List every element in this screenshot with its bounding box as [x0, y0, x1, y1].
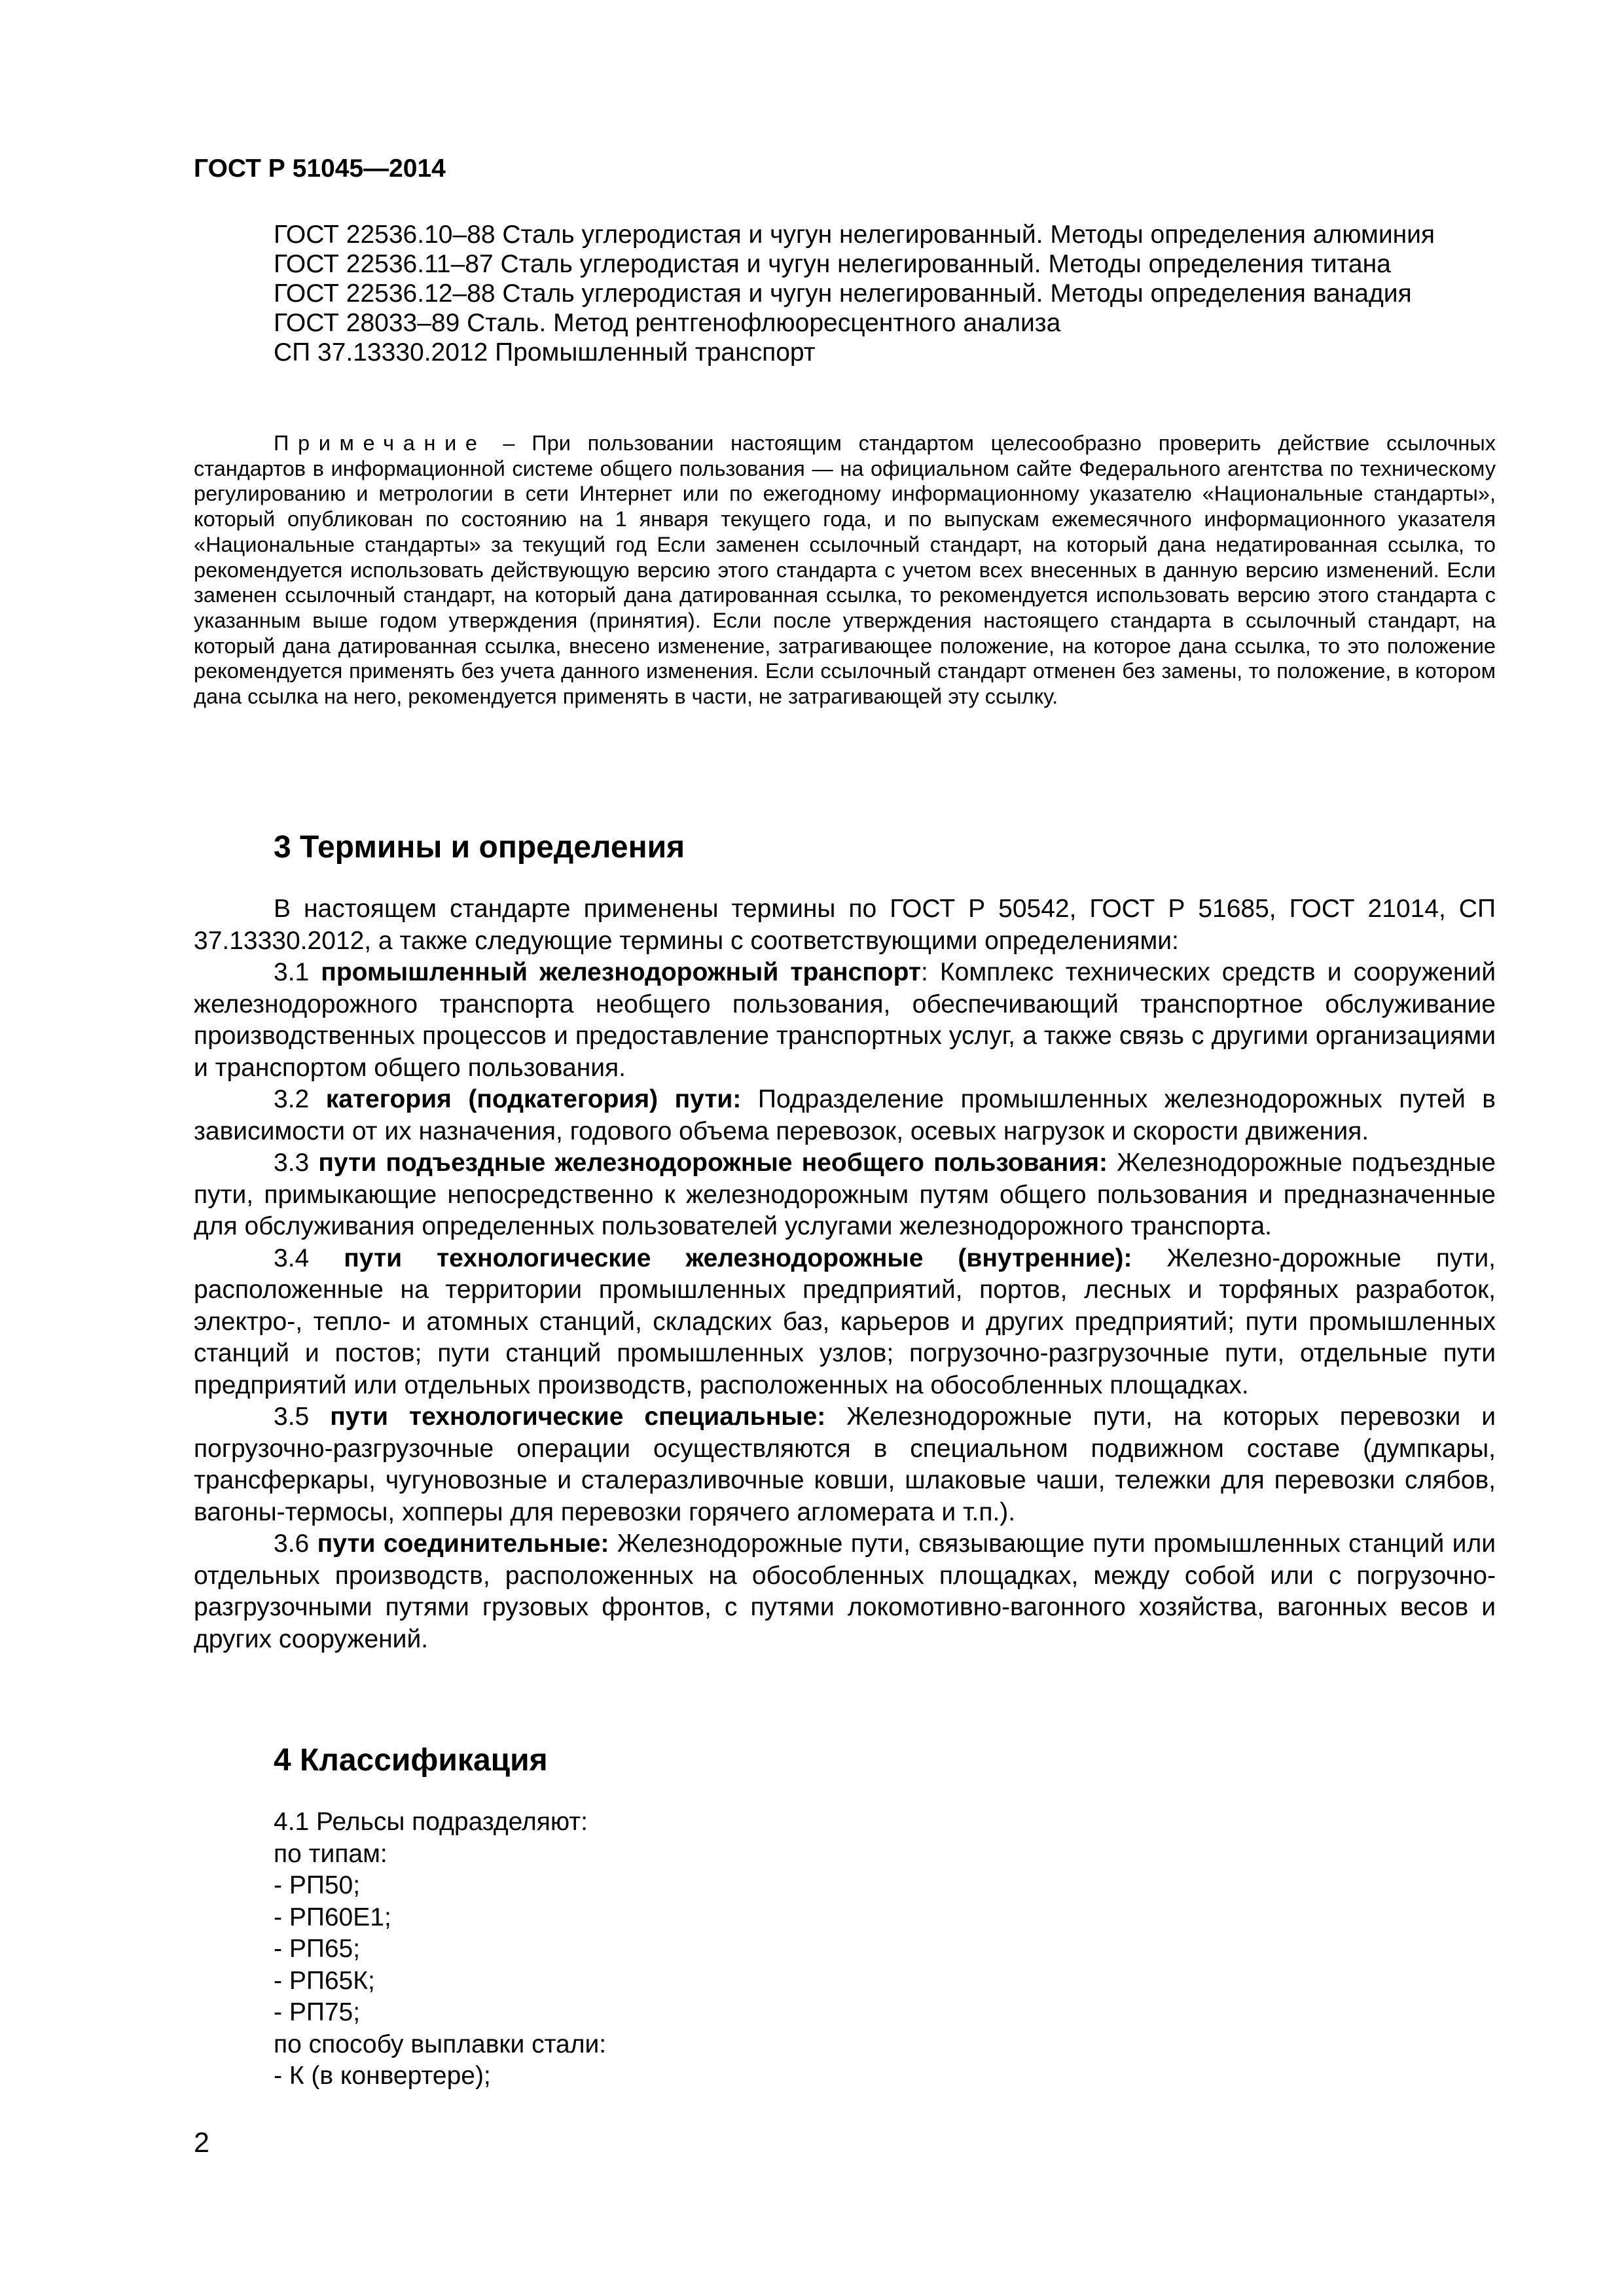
term-text: : Комплекс технических средств и сооружений железнодорожного транспорта необщего пользования, обеспечивающий транспортное обслуживание производственных процессов и предоставление транспортных услуг, а также связь с другими организациями и транспортом общего пользования.: [194, 958, 1496, 1082]
term-definition: [194, 957, 1496, 1084]
term-name: пути технологические специальные:: [330, 1403, 826, 1431]
term-text: Железнодорожные пути, связывающие пути промышленных станций или отдельных производств, расположенных на обособленных площадках, между собой или с погрузочно-разгрузочными путями грузовых фронтов, с путями локомотивно-вагонного хозяйства, вагонных весов и других сооружений.: [194, 1530, 1496, 1653]
term-text: Подразделение промышленных железнодорожных путей в зависимости от их назначения, годового объема перевозок, осевых нагрузок и скорости движения.: [194, 1085, 1496, 1145]
page-number: 2: [194, 2127, 209, 2159]
term-number: 3.6: [274, 1530, 310, 1558]
classification-line: - РП50;: [274, 1871, 361, 1899]
document-code-header: ГОСТ Р 51045—2014: [194, 154, 446, 183]
reference-item: ГОСТ 28033–89 Сталь. Метод рентгенофлюоресцентного анализа: [274, 309, 1061, 337]
classification-line: по способу выплавки стали:: [274, 2030, 607, 2058]
classification-line: - К (в конвертере);: [274, 2062, 491, 2090]
reference-item: ГОСТ 22536.11–87 Сталь углеродистая и чугун нелегированный. Методы определения титана: [274, 250, 1391, 278]
note-paragraph: [194, 431, 1496, 709]
term-name: пути подъездные железнодорожные необщего пользования:: [318, 1149, 1108, 1177]
classification-line: по типам:: [274, 1839, 388, 1868]
term-number: 3.1: [274, 958, 310, 986]
classification-line: - РП65К;: [274, 1966, 375, 1995]
term-number: 3.4: [274, 1244, 310, 1272]
section-3-body: [194, 893, 1496, 1655]
section-3-intro: В настоящем стандарте применены термины по ГОСТ Р 50542, ГОСТ Р 51685, ГОСТ 21014, СП 37.13330.2012, а также следующие термины с соответствующими определениями:: [194, 895, 1496, 955]
term-name: промышленный железнодорожный транспорт: [321, 958, 922, 986]
term-name: категория (подкатегория) пути:: [325, 1085, 742, 1113]
term-number: 3.2: [274, 1085, 310, 1113]
term-text: Железнодорожные пути, на которых перевозки и погрузочно-разгрузочные операции осуществляются в специальном подвижном составе (думпкары, трансферкары, чугуновозные и сталеразливочные ковши, шлаковые чаши, тележки для перевозки слябов, вагоны-термосы, хопперы для перевозки горячего агломерата и т.п.).: [194, 1403, 1496, 1526]
classification-line: 4.1 Рельсы подразделяют:: [274, 1808, 588, 1836]
normative-references-list: [194, 220, 1496, 367]
reference-item: ГОСТ 22536.10–88 Сталь углеродистая и чугун нелегированный. Методы определения алюминия: [274, 221, 1435, 249]
classification-line: - РП65;: [274, 1935, 361, 1963]
reference-item: ГОСТ 22536.12–88 Сталь углеродистая и чугун нелегированный. Методы определения ванадия: [274, 279, 1412, 308]
note-label: Примечание: [274, 431, 486, 455]
term-definition: [194, 1528, 1496, 1655]
section-4-heading: 4 Классификация: [274, 1743, 548, 1778]
classification-line: - РП60Е1;: [274, 1903, 391, 1931]
term-name: пути соединительные:: [317, 1530, 609, 1558]
term-definition: [194, 1147, 1496, 1243]
term-definition: [194, 1401, 1496, 1528]
term-name: пути технологические железнодорожные (внутренние):: [344, 1244, 1132, 1272]
term-definition: [194, 1084, 1496, 1147]
term-definition: [194, 1243, 1496, 1402]
reference-item: СП 37.13330.2012 Промышленный транспорт: [274, 338, 816, 367]
term-number: 3.3: [274, 1149, 310, 1177]
classification-line: - РП75;: [274, 1998, 361, 2026]
term-number: 3.5: [274, 1403, 310, 1431]
section-3-heading: 3 Термины и определения: [274, 830, 685, 865]
term-text: Железно-дорожные пути, расположенные на территории промышленных предприятий, портов, лесных и торфяных разработок, электро-, тепло- и атомных станций, складских баз, карьеров и других предприятий; пути промышленных станций и постов; пути станций промышленных узлов; погрузочно-разгрузочные пути, отдельные пути предприятий или отдельных производств, расположенных на обособленных площадках.: [194, 1244, 1496, 1399]
note-text: – При пользовании настоящим стандартом целесообразно проверить действие ссылочных стандартов в информационной системе общего пользования — на официальном сайте Федерального агентства по техническому регулированию и метрологии в сети Интернет или по ежегодному информационному указателю «Национальные стандарты», который опубликован по состоянию на 1 января текущего года, и по выпускам ежемесячного информационного указателя «Национальные стандарты» за текущий год Если заменен ссылочный стандарт, на который дана недатированная ссылка, то рекомендуется использовать действующую версию этого стандарта с учетом всех внесенных в данную версию изменений. Если заменен ссылочный стандарт, на который дана датированная ссылка, то рекомендуется использовать версию этого стандарта с указанным выше годом утверждения (принятия). Если после утверждения настоящего стандарта в ссылочный стандарт, на который дана датированная ссылка, внесено изменение, затрагивающее положение, на которое дана ссылка, то это положение рекомендуется применять без учета данного изменения. Если ссылочный стандарт отменен без замены, то положение, в котором дана ссылка на него, рекомендуется применять в части, не затрагивающей эту ссылку.: [194, 431, 1496, 709]
term-text: Железнодорожные подъездные пути, примыкающие непосредственно к железнодорожным путям общего пользования и предназначенные для обслуживания определенных пользователей услугами железнодорожного транспорта.: [194, 1149, 1496, 1240]
section-4-body: [194, 1806, 1496, 2092]
